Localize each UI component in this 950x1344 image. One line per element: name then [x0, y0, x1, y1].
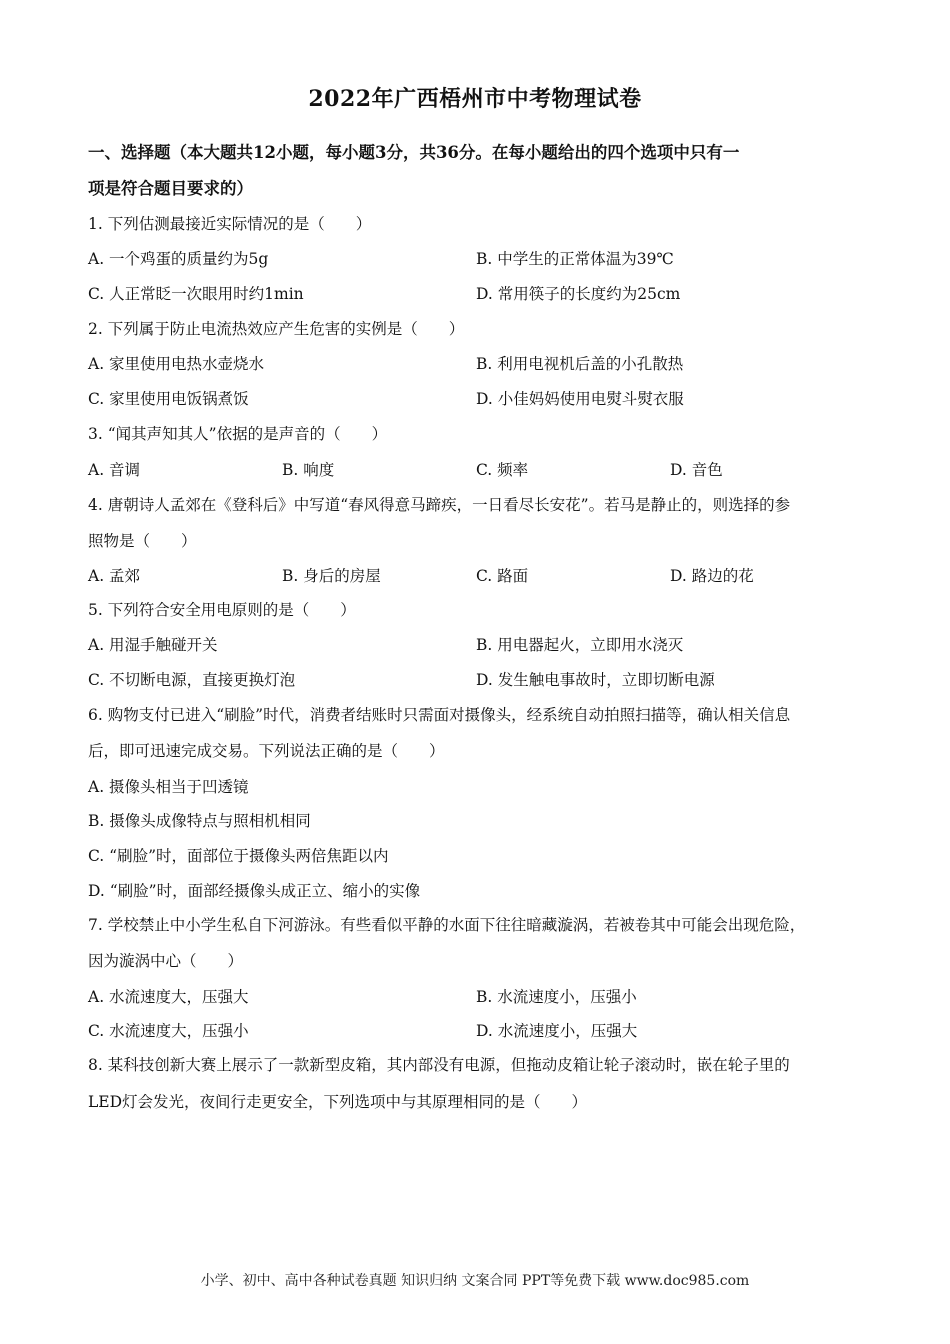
question-3-option-a: A. 音调: [88, 461, 141, 479]
section-heading-line2: 项是符合题目要求的）: [88, 179, 253, 198]
question-4-option-a: A. 孟郊: [88, 567, 141, 585]
question-3-option-c: C. 频率: [476, 461, 529, 479]
question-4-stem-line1: 4. 唐朝诗人孟郊在《登科后》中写道“春风得意马蹄疾，一日看尽长安花”。若马是静止的，则选择的参: [88, 496, 791, 514]
question-5-option-c: C. 不切断电源，直接更换灯泡: [88, 671, 296, 689]
question-4-option-b: B. 身后的房屋: [282, 567, 381, 585]
question-6-option-b: B. 摄像头成像特点与照相机相同: [88, 812, 311, 830]
question-1-option-c: C. 人正常眨一次眼用时约1min: [88, 285, 304, 303]
question-3-option-b: B. 响度: [282, 461, 335, 479]
question-1-option-b: B. 中学生的正常体温为39℃: [476, 250, 674, 268]
question-7-stem-line2: 因为漩涡中心（ ）: [88, 952, 244, 970]
question-6-option-c: C. “刷脸”时，面部位于摄像头两倍焦距以内: [88, 847, 389, 865]
question-5-option-b: B. 用电器起火，立即用水浇灭: [476, 636, 684, 654]
page-footer: 小学、初中、高中各种试卷真题 知识归纳 文案合同 PPT等免费下载 www.doc985.com: [200, 1273, 750, 1289]
question-6-stem-line2: 后，即可迅速完成交易。下列说法正确的是（ ）: [88, 742, 445, 760]
question-7-option-b: B. 水流速度小，压强小: [476, 988, 637, 1006]
section-heading-line1: 一、选择题（本大题共12小题，每小题3分，共36分。在每小题给出的四个选项中只有一: [88, 143, 740, 162]
question-5-option-d: D. 发生触电事故时，立即切断电源: [476, 671, 715, 689]
page-title: 2022年广西梧州市中考物理试卷: [308, 86, 642, 112]
question-4-stem-line2: 照物是（ ）: [88, 532, 197, 550]
question-7-option-d: D. 水流速度小，压强大: [476, 1022, 638, 1040]
question-1-option-d: D. 常用筷子的长度约为25cm: [476, 285, 681, 303]
question-1-option-a: A. 一个鸡蛋的质量约为5g: [88, 250, 269, 268]
question-5-option-a: A. 用湿手触碰开关: [88, 636, 218, 654]
question-3-stem: 3. “闻其声知其人”依据的是声音的（ ）: [88, 425, 388, 443]
question-3-option-d: D. 音色: [670, 461, 723, 479]
question-4-option-d: D. 路边的花: [670, 567, 754, 585]
question-1-stem: 1. 下列估测最接近实际情况的是（ ）: [88, 215, 372, 233]
question-2-option-a: A. 家里使用电热水壶烧水: [88, 355, 265, 373]
question-8-stem-line2: LED灯会发光，夜间行走更安全，下列选项中与其原理相同的是（ ）: [88, 1093, 588, 1111]
question-2-option-c: C. 家里使用电饭锅煮饭: [88, 390, 249, 408]
question-6-stem-line1: 6. 购物支付已进入“刷脸”时代，消费者结账时只需面对摄像头，经系统自动拍照扫描等，确认相关信息: [88, 706, 791, 724]
question-6-option-d: D. “刷脸”时，面部经摄像头成正立、缩小的实像: [88, 882, 421, 900]
question-7-option-a: A. 水流速度大，压强大: [88, 988, 249, 1006]
question-4-option-c: C. 路面: [476, 567, 529, 585]
question-7-stem-line1: 7. 学校禁止中小学生私自下河游泳。有些看似平静的水面下往往暗藏漩涡，若被卷其中可能会出现危险，: [88, 916, 806, 934]
question-8-stem-line1: 8. 某科技创新大赛上展示了一款新型皮箱，其内部没有电源，但拖动皮箱让轮子滚动时，嵌在轮子里的: [88, 1056, 790, 1074]
question-5-stem: 5. 下列符合安全用电原则的是（ ）: [88, 601, 356, 619]
question-2-option-b: B. 利用电视机后盖的小孔散热: [476, 355, 684, 373]
question-2-stem: 2. 下列属于防止电流热效应产生危害的实例是（ ）: [88, 320, 465, 338]
question-7-option-c: C. 水流速度大，压强小: [88, 1022, 249, 1040]
question-6-option-a: A. 摄像头相当于凹透镜: [88, 778, 249, 796]
question-2-option-d: D. 小佳妈妈使用电熨斗熨衣服: [476, 390, 684, 408]
